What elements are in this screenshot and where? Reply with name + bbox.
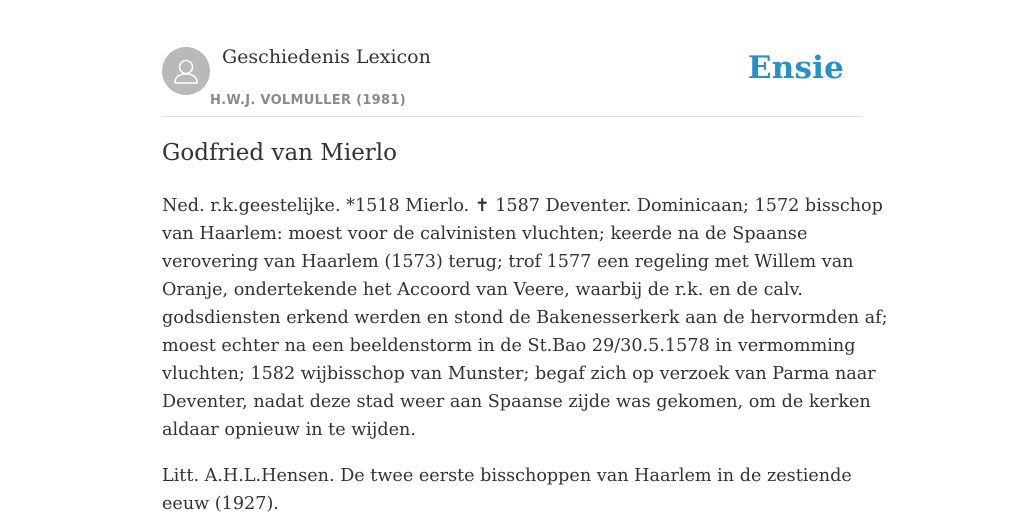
text-line: Oranje, ondertekende het Accoord van Veere, waarbij de r.k. en de calv. — [162, 280, 803, 300]
source-title[interactable]: Geschiedenis Lexicon — [222, 46, 431, 68]
text-line: verovering van Haarlem (1573) terug; trof 1577 een regeling met Willem van — [162, 252, 854, 272]
entry-title: Godfried van Mierlo — [162, 140, 397, 166]
user-icon — [162, 47, 210, 95]
text-line: Litt. A.H.L.Hensen. De twee eerste bisschoppen van Haarlem in de zestiende — [162, 466, 852, 486]
text-line: van Haarlem: moest voor de calvinisten vluchten; keerde na de Spaanse — [162, 224, 808, 244]
literature-paragraph — [162, 462, 862, 512]
avatar[interactable] — [162, 47, 210, 95]
entry-body — [162, 192, 888, 512]
entry-paragraph — [162, 192, 888, 444]
text-line: godsdiensten erkend werden en stond de Bakenesserkerk aan de hervormden af; — [162, 308, 888, 328]
text-line: aldaar opnieuw in te wijden. — [162, 420, 416, 440]
text-line: moest echter na een beeldenstorm in de St.Bao 29/30.5.1578 in vermomming — [162, 336, 856, 356]
brand-logo[interactable]: Ensie — [747, 50, 844, 86]
source-author[interactable]: H.W.J. VOLMULLER (1981) — [210, 93, 406, 108]
text-line: Ned. r.k.geestelijke. *1518 Mierlo. ✝ 1587 Deventer. Dominicaan; 1572 bisschop — [162, 196, 883, 216]
text-line: vluchten; 1582 wijbisschop van Munster; begaf zich op verzoek van Parma naar — [162, 364, 876, 384]
text-line: Deventer, nadat deze stad weer aan Spaanse zijde was gekomen, om de kerken — [162, 392, 871, 412]
text-line: eeuw (1927). — [162, 494, 279, 512]
entry-header — [162, 0, 862, 117]
page — [162, 0, 888, 512]
